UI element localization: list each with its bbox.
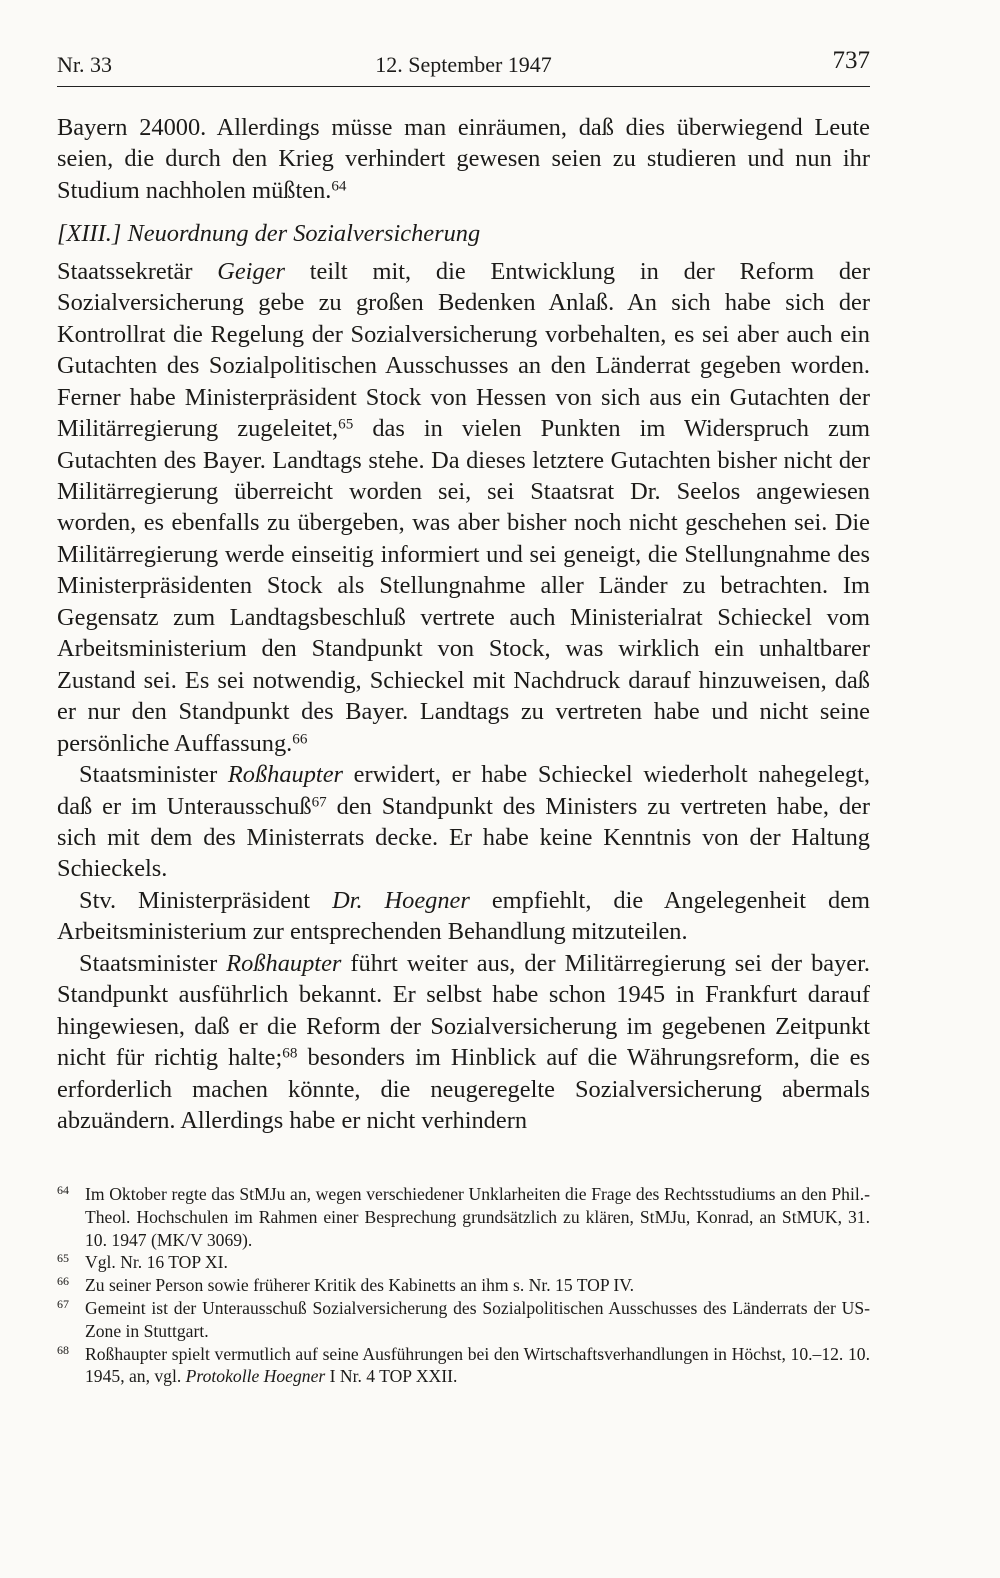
header-rule	[57, 86, 870, 87]
footnote-ref[interactable]: 66	[292, 731, 308, 748]
paragraph-rosshaupter-1: Staatsminister Roßhaupter erwidert, er habe Schieckel wiederholt nahegelegt, daß er im Unterausschuß$^{67}$ den Standpunkt des Ministers zu vertreten habe, der sich mit dem des Ministerrats decke. Er habe keine Kenntnis von der Haltung Schieckels.	[57, 761, 870, 883]
footnote-number: 68	[57, 1342, 69, 1357]
footnote-ref[interactable]: 65	[338, 416, 354, 433]
cited-work: Protokolle Hoegner	[185, 1366, 326, 1387]
page	[57, 0, 870, 1578]
paragraph-geiger: Staatssekretär Geiger teilt mit, die Entwicklung in der Reform der Sozialversicherung gebe zu großen Bedenken Anlaß. An sich habe sich der Kontrollrat die Regelung der Sozialversicherung vorbehalten, es sei aber auch ein Gutachten des Sozialpolitischen Ausschusses an den Länderrat gegeben worden. Ferner habe Ministerpräsident Stock von Hessen von sich aus ein Gutachten der Militärregierung zugeleitet,$^{65}$ das in vielen Punkten im Widerspruch zum Gutachten des Bayer. Landtags stehe. Da dieses letztere Gutachten bisher nicht der Militärregierung überreicht worden sei, sei Staatsrat Dr. Seelos angewiesen worden, es ebenfalls zu übergeben, was aber bisher noch nicht geschehen sei. Die Militärregierung werde einseitig informiert und sei geneigt, die Stellungnahme des Ministerpräsidenten Stock als Stellungnahme aller Länder zu betrachten. Im Gegensatz zum Landtagsbeschluß vertrete auch Ministerialrat Schieckel vom Arbeitsministerium den Standpunkt von Stock, was wirklich ein unhaltbarer Zustand sei. Es sei notwendig, Schieckel mit Nachdruck darauf hinzuweisen, daß er nur den Standpunkt des Bayer. Landtags zu vertreten habe und nicht seine persönliche Auffassung.$^{66}$	[57, 257, 870, 757]
footnote: 67 Gemeint ist der Unterausschuß Sozialversicherung des Sozialpolitischen Ausschusses des Länderrats der US-Zone in Stuttgart.	[57, 1297, 870, 1343]
main-text	[57, 112, 870, 1137]
footnote-ref[interactable]: 68	[282, 1045, 298, 1062]
speaker-name: Roßhaupter	[226, 949, 342, 977]
paragraph-continued: Bayern 24000. Allerdings müsse man einräumen, daß dies überwiegend Leute seien, die durch den Krieg verhindert gewesen seien zu studieren und nun ihr Studium nachholen müßten.$^{64}$	[57, 114, 870, 204]
speaker-name: Dr. Hoegner	[332, 886, 470, 914]
footnote: 68 Roßhaupter spielt vermutlich auf seine Ausführungen bei den Wirtschaftsverhandlungen in Höchst, 10.–12. 10. 1945, an, vgl. Protokolle Hoegner I Nr. 4 TOP XXII.	[57, 1343, 870, 1389]
footnotes	[57, 1183, 870, 1388]
speaker-name: Roßhaupter	[227, 761, 344, 789]
footnote-number: 64	[57, 1183, 69, 1197]
paragraph-rosshaupter-2: Staatsminister Roßhaupter führt weiter aus, der Militärregierung sei der bayer. Standpunkt ausführlich bekannt. Er selbst habe schon 1945 in Frankfurt darauf hingewiesen, daß er die Reform der Sozialversicherung im gegebenen Zeitpunkt nicht für richtig halte;$^{68}$ besonders im Hinblick auf die Währungsreform, die es erforderlich machen könnte, die neugeregelte Sozialversicherung abermals abzuändern. Allerdings habe er nicht verhindern	[57, 949, 870, 1135]
paragraph-hoegner: Stv. Ministerpräsident Dr. Hoegner empfiehlt, die Angelegenheit dem Arbeitsministerium zur entsprechenden Behandlung mitzuteilen.	[57, 886, 871, 946]
section-number: [XIII.]	[57, 220, 122, 248]
footnote: 66 Zu seiner Person sowie früherer Kritik des Kabinetts an ihm s. Nr. 15 TOP IV.	[57, 1274, 870, 1297]
page-number: 737	[832, 47, 870, 74]
footnote: 65 Vgl. Nr. 16 TOP XI.	[57, 1251, 870, 1274]
running-header	[57, 48, 870, 86]
issue-date: 12. September 1947	[375, 52, 552, 77]
footnote-ref[interactable]: 64	[331, 178, 347, 195]
speaker-name: Geiger	[217, 257, 285, 285]
footnote: 64 Im Oktober regte das StMJu an, wegen verschiedener Unklarheiten die Frage des Rechtsstudiums an den Phil.-Theol. Hochschulen im Rahmen einer Besprechung grundsätzlich zu klären, StMJu, Konrad, an StMUK, 31. 10. 1947 (MK/V 3069).	[57, 1183, 870, 1251]
footnote-number: 66	[57, 1274, 69, 1289]
footnote-ref[interactable]: 67	[311, 793, 327, 810]
section-title: Neuordnung der Sozialversicherung	[127, 220, 481, 248]
footnote-number: 65	[57, 1251, 69, 1266]
footnote-number: 67	[57, 1296, 69, 1311]
section-heading	[57, 218, 870, 249]
issue-number: Nr. 33	[57, 52, 112, 77]
